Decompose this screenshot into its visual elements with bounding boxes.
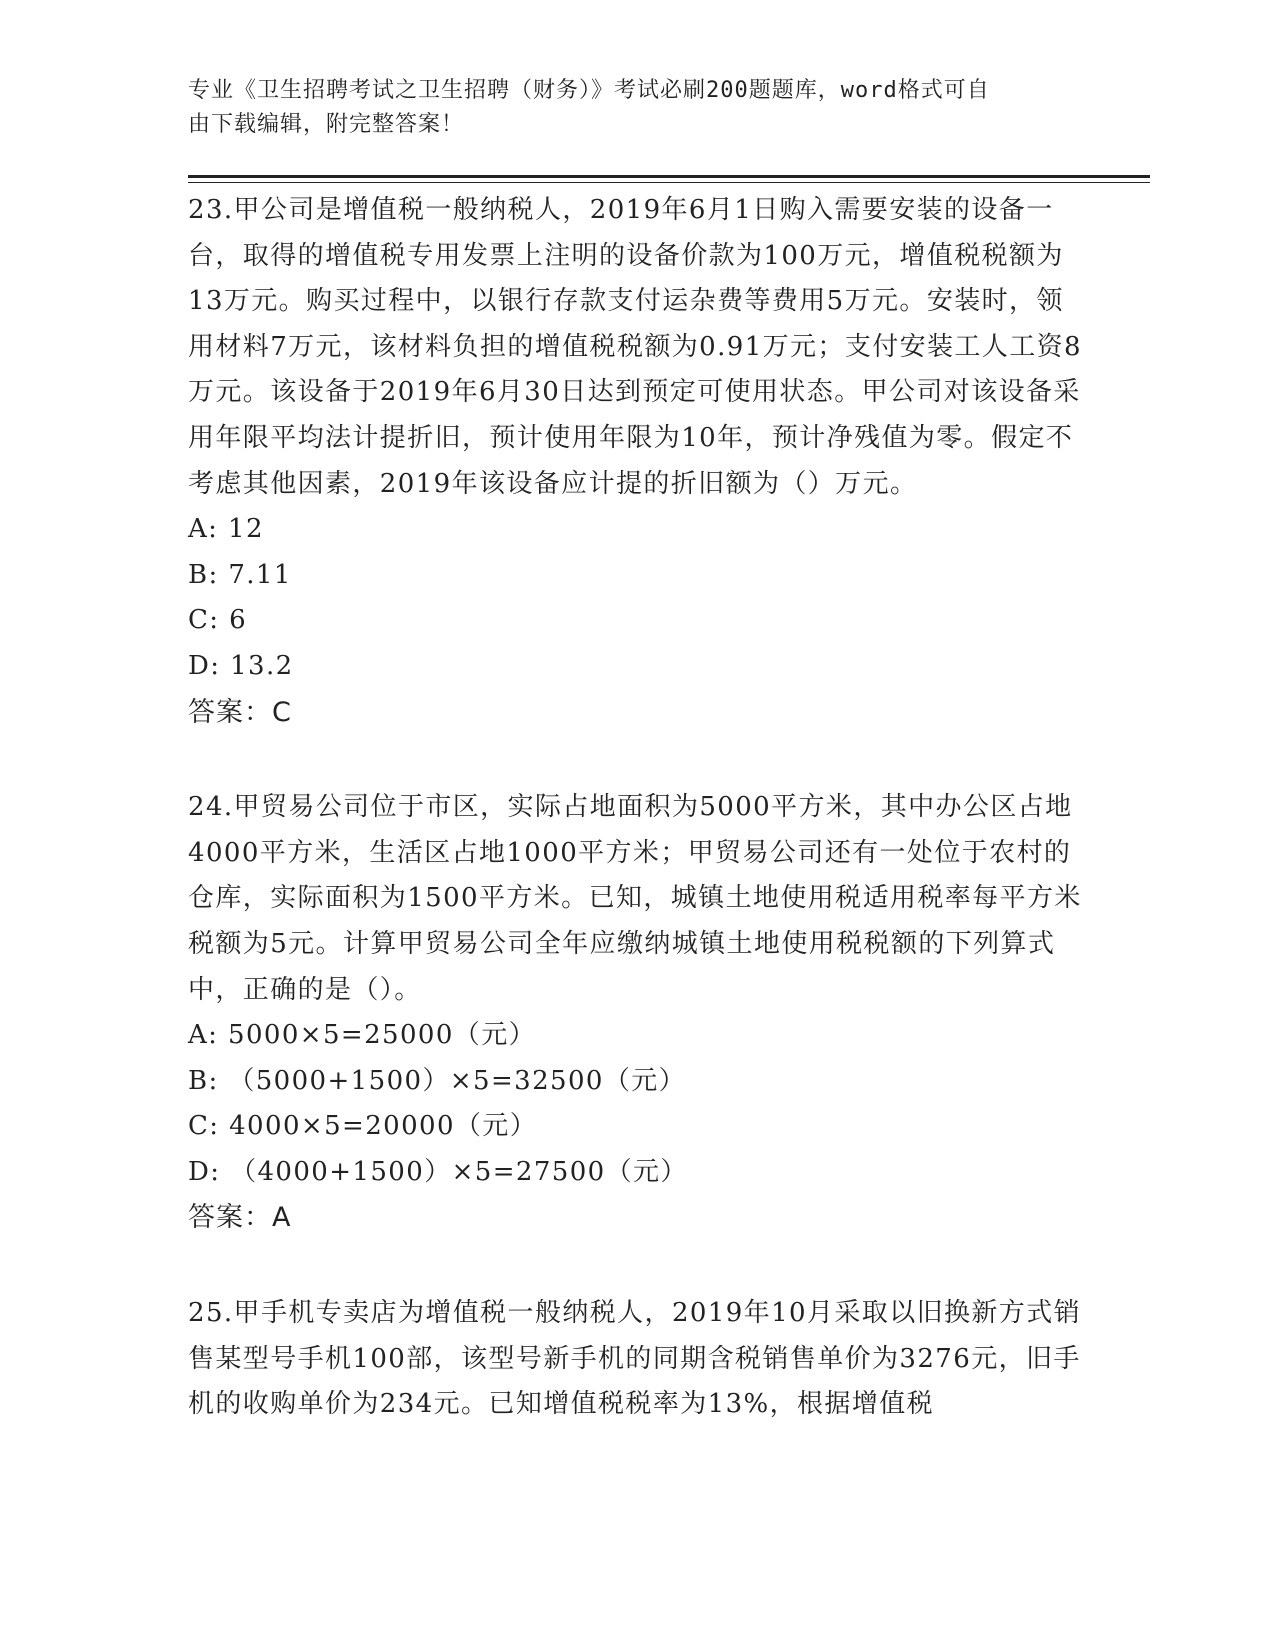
- question-list: [188, 188, 1088, 1428]
- question-24: [188, 785, 1088, 1241]
- option-c: C: 4000×5=20000（元）: [188, 1111, 538, 1142]
- answer-label: 答案：C: [188, 696, 292, 728]
- question-stem: 23.甲公司是增值税一般纳税人，2019年6月1日购入需要安装的设备一台，取得的增值税专用发票上注明的设备价款为100万元，增值税税额为13万元。购买过程中，以银行存款支付运杂费等费用5万元。安装时，领用材料7万元，该材料负担的增值税税额为0.91万元；支付安装工人工资8万元。该设备于2019年6月30日达到预定可使用状态。甲公司对该设备采用年限平均法计提折旧，预计使用年限为10年，预计净残值为零。假定不考虑其他因素，2019年该设备应计提的折旧额为（）万元。: [188, 195, 1082, 499]
- header-line-2: 由下载编辑，附完整答案！: [188, 112, 465, 137]
- question-stem: 25.甲手机专卖店为增值税一般纳税人，2019年10月采取以旧换新方式销售某型号手机100部，该型号新手机的同期含税销售单价为3276元，旧手机的收购单价为234元。已知增值税税率为13%，根据增值税: [188, 1298, 1082, 1420]
- answer-label: 答案：A: [188, 1202, 292, 1234]
- document-header: [188, 74, 1068, 142]
- option-a: A: 12: [188, 514, 264, 545]
- header-rule-thin: [188, 182, 1150, 183]
- header-line-1: 专业《卫生招聘考试之卫生招聘（财务）》考试必刷200题题库，word格式可自: [188, 78, 990, 103]
- header-rule-thick: [188, 175, 1150, 178]
- option-c: C: 6: [188, 605, 248, 636]
- option-a: A: 5000×5=25000（元）: [188, 1020, 536, 1051]
- option-d: D: 13.2: [188, 650, 294, 681]
- question-23: [188, 188, 1088, 735]
- option-b: B: 7.11: [188, 559, 292, 590]
- option-b: B: （5000+1500）×5=32500（元）: [188, 1065, 687, 1096]
- option-d: D: （4000+1500）×5=27500（元）: [188, 1156, 688, 1187]
- question-stem: 24.甲贸易公司位于市区，实际占地面积为5000平方米，其中办公区占地4000平方米，生活区占地1000平方米；甲贸易公司还有一处位于农村的仓库，实际面积为1500平方米。已知，城镇土地使用税适用税率每平方米税额为5元。计算甲贸易公司全年应缴纳城镇土地使用税税额的下列算式中，正确的是（）。: [188, 792, 1082, 1005]
- question-25: [188, 1291, 1088, 1428]
